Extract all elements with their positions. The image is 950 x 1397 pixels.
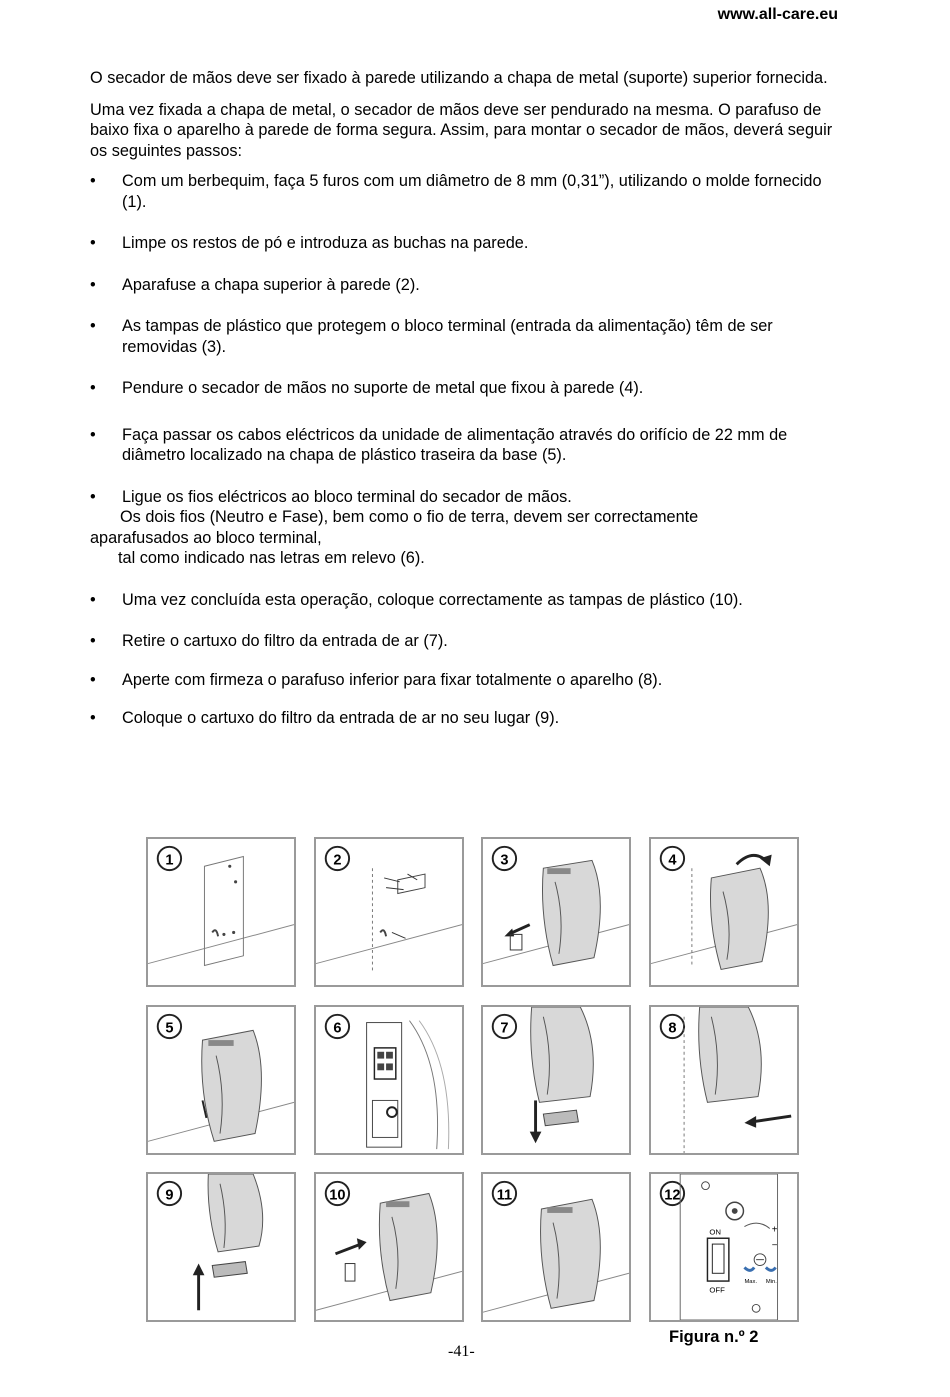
bullet-icon: • [90, 670, 96, 689]
figure-panel-11 [481, 1172, 631, 1322]
step-item: • Retire o cartuxo do filtro da entrada de ar (7). [90, 632, 448, 650]
panel-number: 6 [333, 1020, 342, 1037]
step-item: • Com um berbequim, faça 5 furos com um diâmetro de 8 mm (0,31”), utilizando o molde fornecido (1). [90, 172, 822, 211]
panel-number: 5 [165, 1020, 174, 1037]
step-item: • Ligue os fios eléctricos ao bloco terminal do secador de mãos. [90, 487, 572, 506]
figure-panel-8 [649, 1005, 799, 1155]
bullet-icon: • [90, 379, 96, 397]
panel-number: 10 [329, 1187, 346, 1204]
wiring-note-line: Os dois fios (Neutro e Fase), bem como o fio de terra, devem ser correctamente [120, 508, 699, 526]
bullet-icon: • [90, 234, 96, 252]
bullet-icon: • [90, 590, 96, 609]
wiring-note-line: tal como indicado nas letras em relevo (6). [118, 549, 425, 567]
intro-paragraph-1: O secador de mãos deve ser fixado à parede utilizando a chapa de metal (suporte) superior fornecida. [90, 69, 828, 87]
panel-number: 11 [496, 1187, 513, 1204]
panel-number: 8 [668, 1020, 677, 1037]
step-item: • Aperte com firmeza o parafuso inferior para fixar totalmente o aparelho (8). [90, 670, 663, 689]
step-item: • Faça passar os cabos eléctricos da unidade de alimentação através do orifício de 22 mm de diâmetro localizado na chapa de plástico traseira da base (5). [90, 425, 788, 464]
figure-panel-2 [314, 837, 464, 987]
panel-number: 1 [165, 852, 174, 869]
website-url: www.all-care.eu [717, 6, 838, 23]
panel-number: 4 [668, 852, 677, 869]
step-item: • Uma vez concluída esta operação, coloque correctamente as tampas de plástico (10). [90, 590, 743, 609]
min-label: Min. [765, 1279, 777, 1286]
max-label: Max. [744, 1279, 758, 1286]
bullet-icon: • [90, 425, 96, 444]
bullet-icon: • [90, 709, 96, 727]
page-number: -41- [448, 1343, 475, 1360]
plus-label: + [771, 1224, 778, 1236]
bullet-icon: • [90, 172, 96, 190]
bullet-icon: • [90, 632, 96, 650]
panel-number: 7 [500, 1020, 509, 1037]
panel-number: 12 [664, 1187, 681, 1204]
figure-panel-3 [481, 837, 631, 987]
step-item: • As tampas de plástico que protegem o bloco terminal (entrada da alimentação) têm de ser removidas (3). [90, 317, 773, 356]
figure-panel-1 [146, 837, 296, 987]
steps-list [90, 171, 850, 507]
panel-number: 3 [500, 852, 509, 869]
bullet-icon: • [90, 317, 96, 335]
steps-list-continued [90, 590, 850, 729]
minus-label: − [771, 1239, 778, 1251]
figure-panel-4 [649, 837, 799, 987]
figure-panel-9 [146, 1172, 296, 1322]
figure-panel-6 [314, 1005, 464, 1155]
step-item: • Pendure o secador de mãos no suporte de metal que fixou à parede (4). [90, 379, 644, 397]
step-item: • Limpe os restos de pó e introduza as buchas na parede. [90, 234, 529, 252]
intro-paragraph-2: Uma vez fixada a chapa de metal, o secador de mãos deve ser pendurado na mesma. O parafuso de baixo fixa o aparelho à parede de forma segura. Assim, para montar o secador de mãos, deverá seguir os seguintes passos: [90, 100, 833, 160]
bullet-icon: • [90, 487, 96, 506]
switch-on-label: ON [709, 1227, 722, 1237]
figure-panel-7 [481, 1005, 631, 1155]
bullet-icon: • [90, 275, 96, 294]
figure-caption: Figura n.º 2 [669, 1328, 759, 1346]
panel-number: 2 [333, 852, 342, 869]
figure-panel-12 [649, 1172, 799, 1322]
figure-panel-10 [314, 1172, 464, 1322]
step-item: • Coloque o cartuxo do filtro da entrada de ar no seu lugar (9). [90, 709, 560, 727]
wiring-note-line: aparafusados ao bloco terminal, [90, 528, 322, 547]
instructions-body [90, 68, 850, 729]
figure-panel-5 [146, 1005, 296, 1155]
step-item: • Aparafuse a chapa superior à parede (2). [90, 275, 420, 294]
panel-number: 9 [165, 1187, 174, 1204]
switch-off-label: OFF [709, 1285, 725, 1295]
